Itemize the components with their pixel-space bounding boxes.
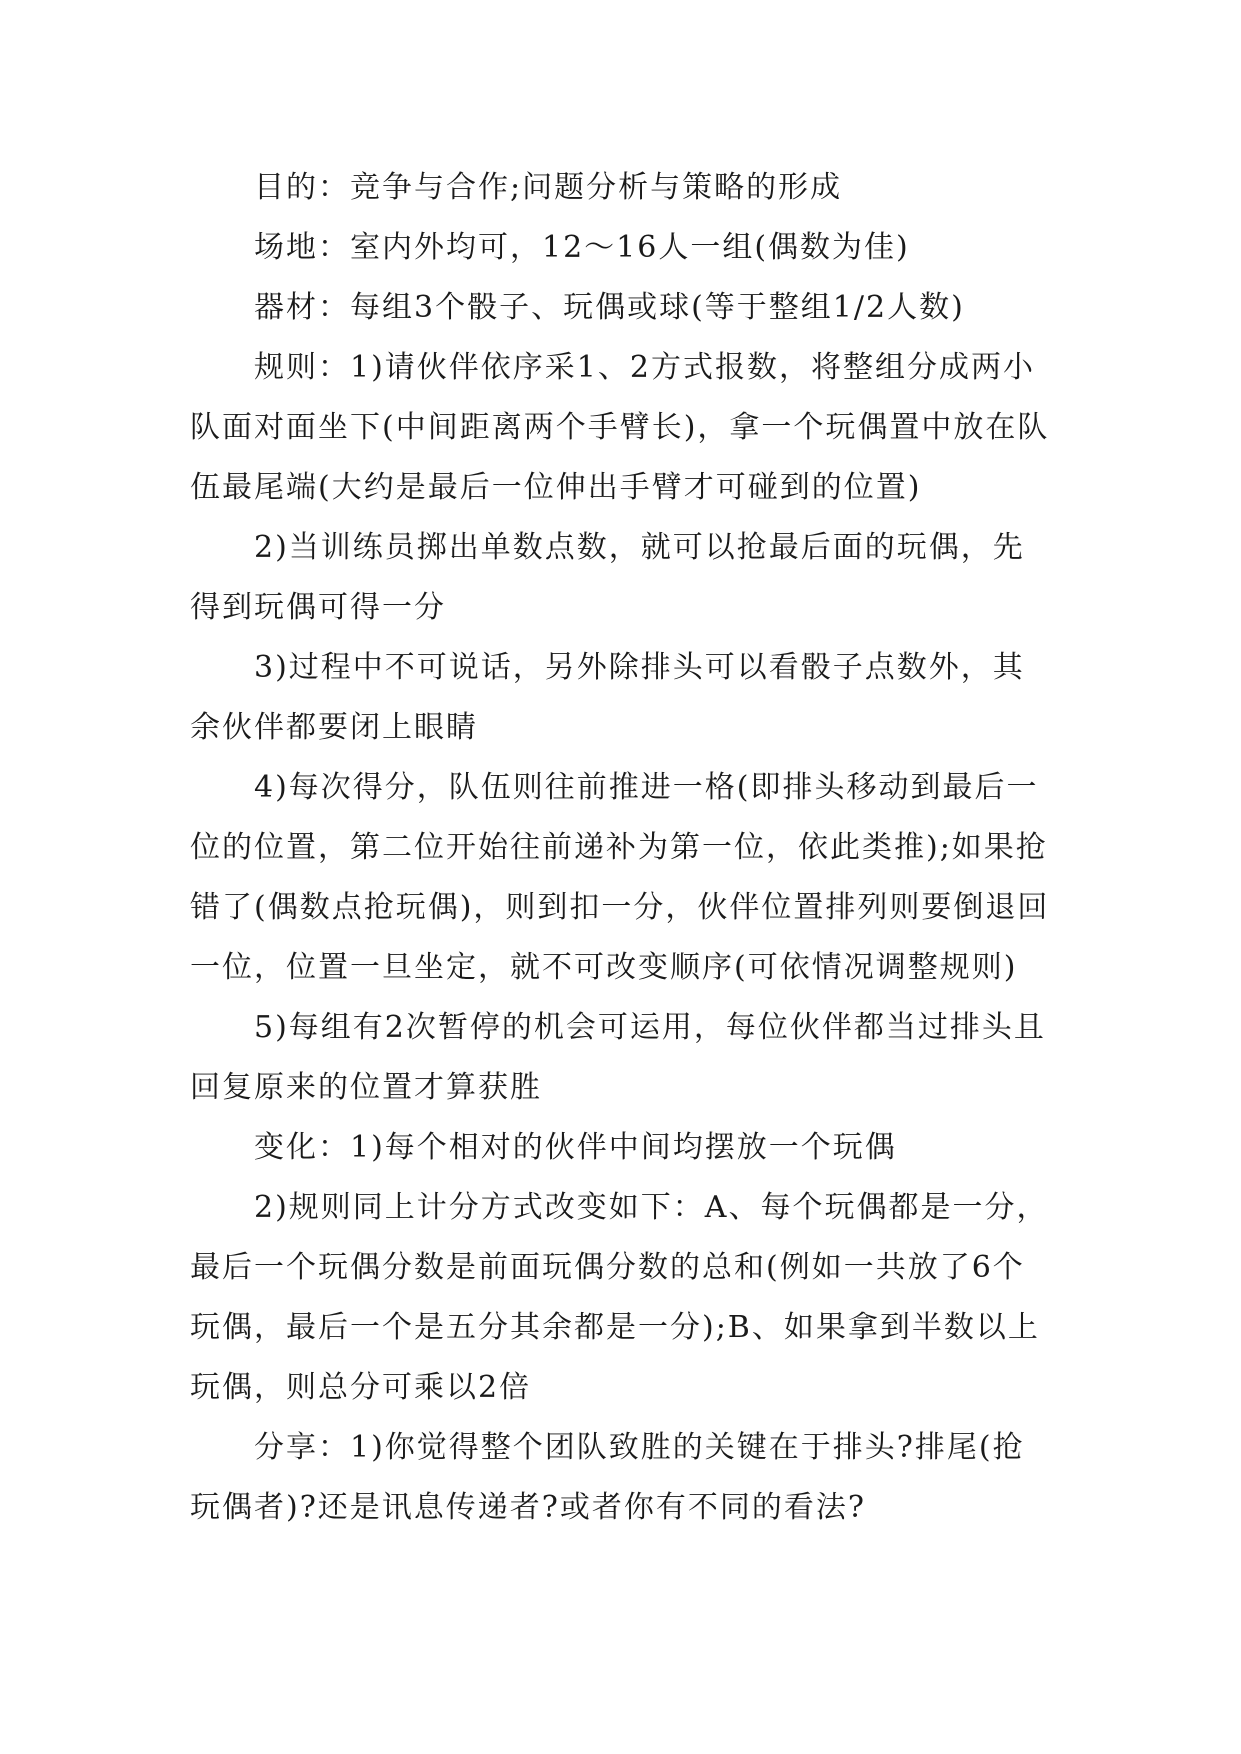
paragraph-rule-4: 4)每次得分，队伍则往前推进一格(即排头移动到最后一位的位置，第二位开始往前递补为第一位，依此类推);如果抢错了(偶数点抢玩偶)，则到扣一分，伙伴位置排列则要倒退回一位，位置一旦坐定，就不可改变顺序(可依情况调整规则)	[190, 770, 1050, 985]
paragraph-purpose: 目的：竞争与合作;问题分析与策略的形成	[254, 170, 843, 205]
paragraph-rule-5: 5)每组有2次暂停的机会可运用，每位伙伴都当过排头且回复原来的位置才算获胜	[190, 1010, 1046, 1105]
paragraph-sharing: 分享：1)你觉得整个团队致胜的关键在于排头?排尾(抢玩偶者)?还是讯息传递者?或者你有不同的看法?	[190, 1430, 1025, 1525]
paragraph-equipment: 器材：每组3个骰子、玩偶或球(等于整组1/2人数)	[254, 290, 965, 325]
paragraph-variation-2: 2)规则同上计分方式改变如下：A、每个玩偶都是一分，最后一个玩偶分数是前面玩偶分数的总和(例如一共放了6个玩偶，最后一个是五分其余都是一分);B、如果拿到半数以上玩偶，则总分可乘以2倍	[190, 1190, 1049, 1405]
paragraph-variation-1: 变化：1)每个相对的伙伴中间均摆放一个玩偶	[254, 1130, 897, 1165]
paragraph-venue: 场地：室内外均可，12～16人一组(偶数为佳)	[254, 230, 910, 265]
paragraph-rule-1: 规则：1)请伙伴依序采1、2方式报数，将整组分成两小队面对面坐下(中间距离两个手臂长)，拿一个玩偶置中放在队伍最尾端(大约是最后一位伸出手臂才可碰到的位置)	[190, 350, 1050, 505]
paragraph-rule-3: 3)过程中不可说话，另外除排头可以看骰子点数外，其余伙伴都要闭上眼睛	[190, 650, 1025, 745]
document-body	[190, 158, 1052, 1538]
paragraph-rule-2: 2)当训练员掷出单数点数，就可以抢最后面的玩偶，先得到玩偶可得一分	[190, 530, 1025, 625]
